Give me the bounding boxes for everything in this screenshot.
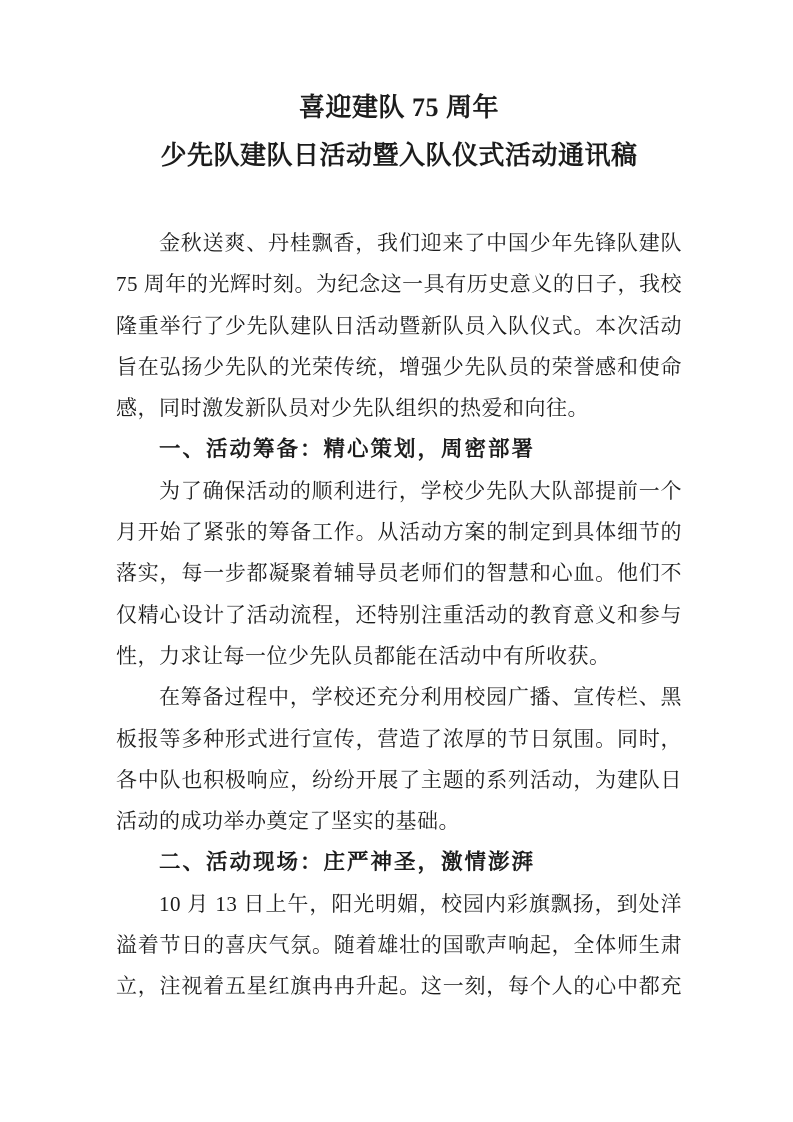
paragraph-line: 75 周年的光辉时刻。为纪念这一具有历史意义的日子，我校 [116,272,682,297]
paragraph-line: 10 月 13 日上午，阳光明媚，校园内彩旗飘扬，到处洋 [159,891,682,916]
paragraph-line: 溢着节日的喜庆气氛。随着雄壮的国歌声响起，全体师生肃 [116,933,682,958]
paragraph-line: 板报等多种形式进行宣传，营造了浓厚的节日氛围。同时， [116,726,682,751]
document-title-line-2: 少先队建队日活动暨入队仪式活动通讯稿 [160,141,638,170]
paragraph-line: 仅精心设计了活动流程，还特别注重活动的教育意义和参与 [116,602,682,627]
section-heading: 二、活动现场：庄严神圣，激情澎湃 [159,850,536,875]
paragraph-line: 感，同时激发新队员对少先队组织的热爱和向往。 [116,396,589,421]
paragraph-line: 旨在弘扬少先队的光荣传统，增强少先队员的荣誉感和使命 [116,354,682,379]
paragraph-line: 在筹备过程中，学校还充分利用校园广播、宣传栏、黑 [159,685,682,710]
document-title [116,84,682,180]
paragraph-line: 性，力求让每一位少先队员都能在活动中有所收获。 [116,643,611,668]
paragraph-line: 隆重举行了少先队建队日活动暨新队员入队仪式。本次活动 [116,313,682,338]
paragraph-line: 月开始了紧张的筹备工作。从活动方案的制定到具体细节的 [116,520,682,545]
paragraph-line: 金秋送爽、丹桂飘香，我们迎来了中国少年先锋队建队 [159,231,682,255]
paragraph-line: 立，注视着五星红旗冉冉升起。这一刻，每个人的心中都充 [116,974,682,999]
paragraph-line: 落实，每一步都凝聚着辅导员老师们的智慧和心血。他们不 [116,561,682,586]
document-body [116,223,682,1008]
document-title-line-1: 喜迎建队 75 周年 [298,93,499,122]
paragraph-line: 为了确保活动的顺利进行，学校少先队大队部提前一个 [159,478,682,503]
paragraph-line: 各中队也积极响应，纷纷开展了主题的系列活动，为建队日 [116,767,682,792]
section-heading: 一、活动筹备：精心策划，周密部署 [159,437,536,462]
paragraph-line: 活动的成功举办奠定了坚实的基础。 [116,809,460,834]
